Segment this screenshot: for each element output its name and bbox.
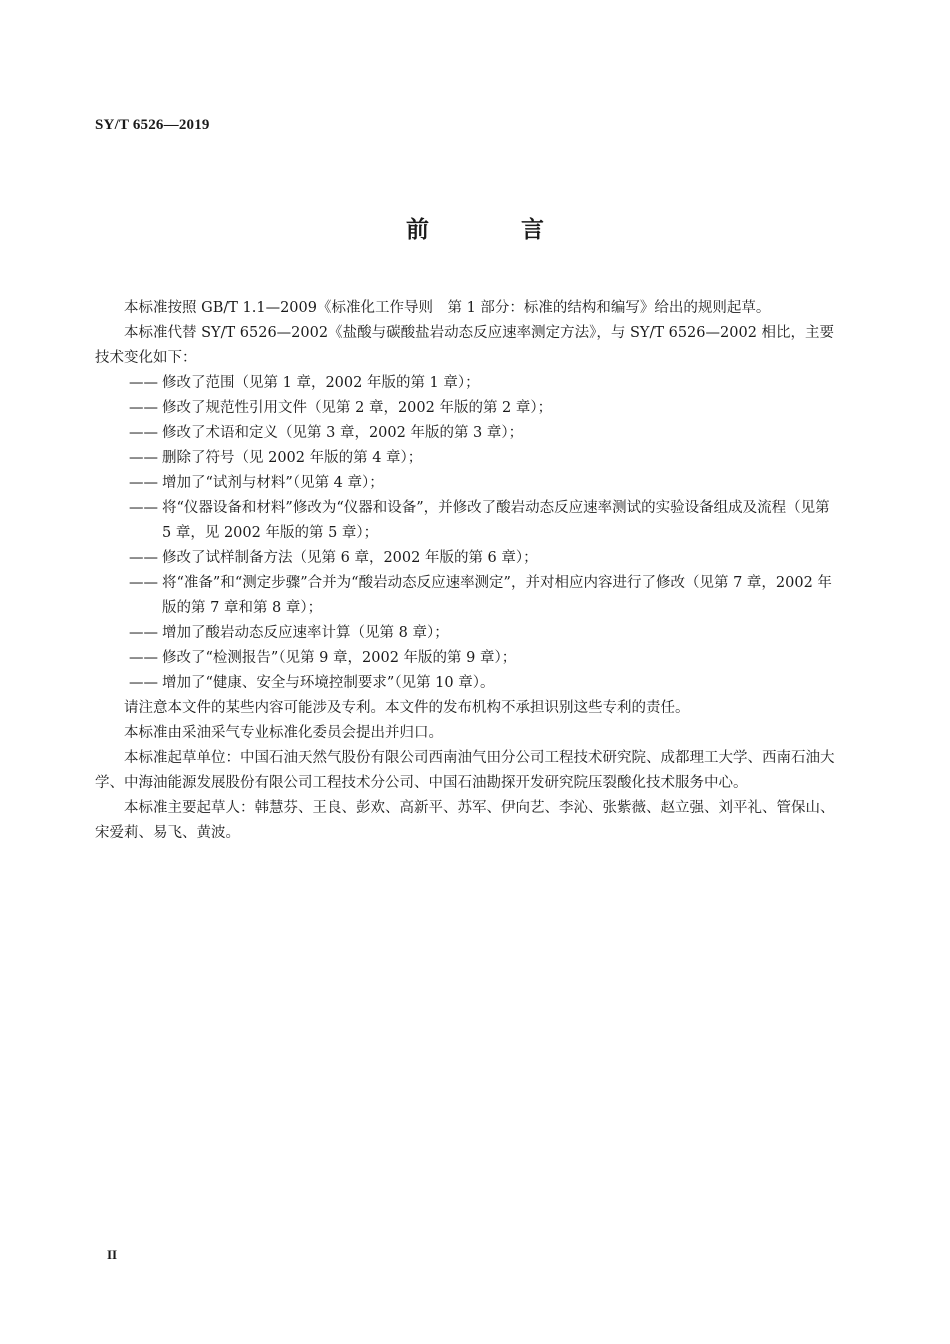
dash-marker: —— bbox=[129, 475, 158, 491]
standard-code: SY/T 6526—2019 bbox=[95, 117, 210, 133]
change-item bbox=[95, 621, 840, 646]
change-list bbox=[95, 371, 840, 696]
change-item-text: 修改了术语和定义（见第 3 章，2002 年版的第 3 章）； bbox=[162, 425, 524, 441]
dash-marker: —— bbox=[129, 675, 158, 691]
proposer-statement: 本标准由采油采气专业标准化委员会提出并归口。 bbox=[124, 725, 443, 741]
change-item bbox=[95, 646, 840, 671]
drafting-units: 本标准起草单位：中国石油天然气股份有限公司西南油气田分公司工程技术研究院、成都理工大学、西南石油大学、中海油能源发展股份有限公司工程技术分公司、中国石油勘探开发研究院压裂酸化技术服务中心。 bbox=[95, 750, 835, 791]
change-item-text: 增加了“试剂与材料”（见第 4 章）； bbox=[162, 475, 384, 491]
change-item bbox=[95, 471, 840, 496]
main-drafters: 本标准主要起草人：韩慧芬、王良、彭欢、高新平、苏军、伊向艺、李沁、张紫薇、赵立强、刘平礼、管保山、宋爱莉、易飞、黄波。 bbox=[95, 800, 835, 841]
change-item bbox=[95, 371, 840, 396]
change-item-text: 增加了酸岩动态反应速率计算（见第 8 章）； bbox=[162, 625, 449, 641]
dash-marker: —— bbox=[129, 575, 158, 591]
change-item-text: 将“仪器设备和材料”修改为“仪器和设备”，并修改了酸岩动态反应速率测试的实验设备组成及流程（见第 5 章，见 2002 年版的第 5 章）； bbox=[162, 500, 830, 541]
change-item-text: 修改了规范性引用文件（见第 2 章，2002 年版的第 2 章）； bbox=[162, 400, 553, 416]
dash-marker: —— bbox=[129, 625, 158, 641]
dash-marker: —— bbox=[129, 425, 158, 441]
patent-notice: 请注意本文件的某些内容可能涉及专利。本文件的发布机构不承担识别这些专利的责任。 bbox=[124, 700, 690, 716]
dash-marker: —— bbox=[129, 375, 158, 391]
change-item-text: 将“准备”和“测定步骤”合并为“酸岩动态反应速率测定”，并对相应内容进行了修改（见第 7 章，2002 年版的第 7 章和第 8 章）； bbox=[162, 575, 832, 616]
change-item-text: 修改了“检测报告”（见第 9 章，2002 年版的第 9 章）； bbox=[162, 650, 517, 666]
dash-marker: —— bbox=[129, 650, 158, 666]
dash-marker: —— bbox=[129, 450, 158, 466]
change-item-text: 修改了试样制备方法（见第 6 章，2002 年版的第 6 章）； bbox=[162, 550, 538, 566]
dash-marker: —— bbox=[129, 400, 158, 416]
change-item bbox=[95, 671, 840, 696]
dash-marker: —— bbox=[129, 550, 158, 566]
document-body bbox=[95, 296, 840, 846]
change-item-text: 修改了范围（见第 1 章，2002 年版的第 1 章）； bbox=[162, 375, 480, 391]
page-title: 前 言 bbox=[405, 217, 586, 243]
dash-marker: —— bbox=[129, 500, 158, 516]
change-item-text: 删除了符号（见 2002 年版的第 4 章）； bbox=[162, 450, 423, 466]
change-item bbox=[95, 546, 840, 571]
change-item bbox=[95, 571, 840, 621]
change-item-text: 增加了“健康、安全与环境控制要求”（见第 10 章）。 bbox=[162, 675, 495, 691]
change-item bbox=[95, 396, 840, 421]
change-item bbox=[95, 496, 840, 546]
change-item bbox=[95, 421, 840, 446]
page-number: II bbox=[107, 1247, 118, 1262]
intro-paragraph-replacement: 本标准代替 SY/T 6526—2002《盐酸与碳酸盐岩动态反应速率测定方法》，与 SY/T 6526—2002 相比，主要技术变化如下： bbox=[95, 325, 835, 366]
change-item bbox=[95, 446, 840, 471]
intro-paragraph-drafting-rules: 本标准按照 GB/T 1.1—2009《标准化工作导则 第 1 部分：标准的结构和编写》给出的规则起草。 bbox=[124, 300, 771, 316]
